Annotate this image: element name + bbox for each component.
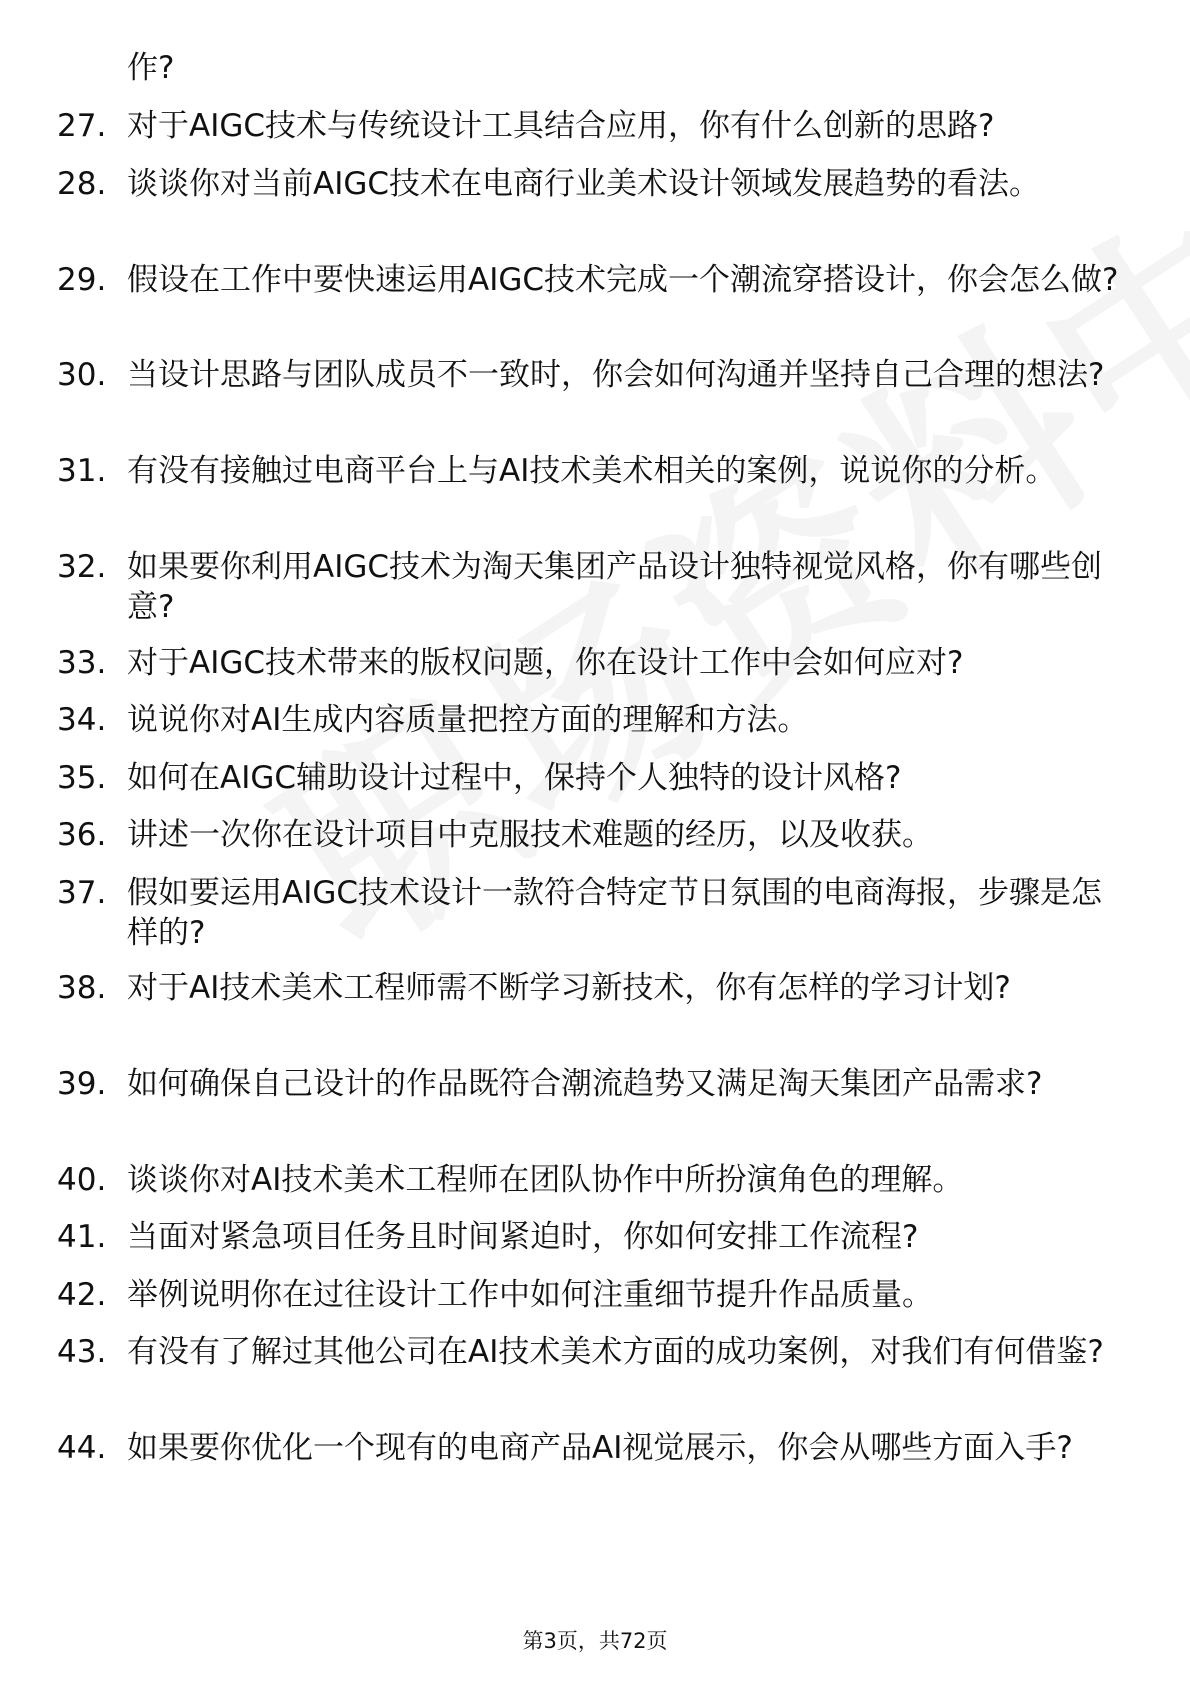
question-text: 假如要运用AIGC技术设计一款符合特定节日氛围的电商海报，步骤是怎样的?: [127, 875, 1103, 951]
continuation-text: 作?: [127, 50, 175, 86]
question-text: 如果要你优化一个现有的电商产品AI视觉展示，你会从哪些方面入手?: [127, 1430, 1073, 1466]
question-text: 讲述一次你在设计项目中克服技术难题的经历，以及收获。: [127, 817, 933, 853]
question-number: 29.: [57, 262, 107, 298]
question-number: 33.: [57, 645, 107, 681]
question-number: 44.: [57, 1430, 107, 1466]
question-text: 谈谈你对AI技术美术工程师在团队协作中所扮演角色的理解。: [127, 1162, 964, 1198]
question-number: 40.: [57, 1162, 107, 1198]
question-text: 如果要你利用AIGC技术为淘天集团产品设计独特视觉风格，你有哪些创意?: [127, 549, 1103, 625]
question-number: 31.: [57, 453, 107, 489]
question-number: 35.: [57, 760, 107, 796]
question-text: 当面对紧急项目任务且时间紧迫时，你如何安排工作流程?: [127, 1219, 919, 1255]
question-text: 谈谈你对当前AIGC技术在电商行业美术设计领域发展趋势的看法。: [127, 166, 1041, 202]
question-text: 如何在AIGC辅助设计过程中，保持个人独特的设计风格?: [127, 760, 902, 796]
question-number: 38.: [57, 970, 107, 1006]
question-number: 41.: [57, 1219, 107, 1255]
question-number: 43.: [57, 1334, 107, 1370]
question-number: 27.: [57, 108, 107, 144]
question-text: 对于AIGC技术带来的版权问题，你在设计工作中会如何应对?: [127, 645, 964, 681]
question-text: 说说你对AI生成内容质量把控方面的理解和方法。: [127, 702, 809, 738]
question-text: 假设在工作中要快速运用AIGC技术完成一个潮流穿搭设计，你会怎么做?: [127, 262, 1119, 298]
question-number: 28.: [57, 166, 107, 202]
question-number: 32.: [57, 549, 107, 585]
question-text: 对于AIGC技术与传统设计工具结合应用，你有什么创新的思路?: [127, 108, 995, 144]
question-number: 37.: [57, 875, 107, 911]
question-number: 30.: [57, 357, 107, 393]
question-text: 当设计思路与团队成员不一致时，你会如何沟通并坚持自己合理的想法?: [127, 357, 1105, 393]
question-number: 34.: [57, 702, 107, 738]
question-text: 举例说明你在过往设计工作中如何注重细节提升作品质量。: [127, 1277, 933, 1313]
question-number: 39.: [57, 1066, 107, 1102]
question-text: 对于AI技术美术工程师需不断学习新技术，你有怎样的学习计划?: [127, 970, 1011, 1006]
question-text: 如何确保自己设计的作品既符合潮流趋势又满足淘天集团产品需求?: [127, 1066, 1043, 1102]
question-number: 42.: [57, 1277, 107, 1313]
page-footer: 第3页，共72页: [522, 1629, 668, 1653]
question-number: 36.: [57, 817, 107, 853]
question-text: 有没有了解过其他公司在AI技术美术方面的成功案例，对我们有何借鉴?: [127, 1334, 1104, 1370]
question-text: 有没有接触过电商平台上与AI技术美术相关的案例，说说你的分析。: [127, 453, 1057, 489]
